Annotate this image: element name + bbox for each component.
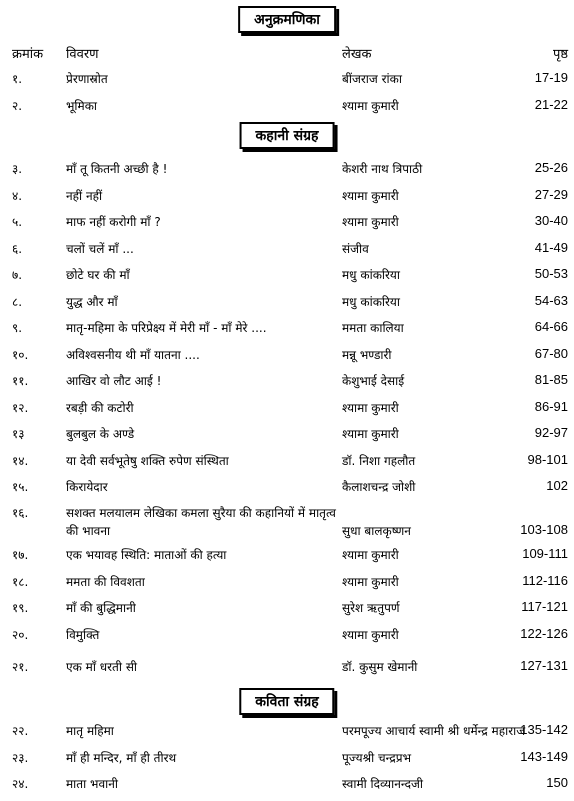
- item-author: परमपूज्य आचार्य स्वामी श्री धर्मेन्द्र महाराज: [342, 724, 526, 738]
- item-page: 143-149: [520, 748, 568, 764]
- list-item: [0, 160, 574, 186]
- list-item: [0, 658, 574, 684]
- item-author: संजीव: [342, 241, 369, 256]
- item-author: श्यामा कुमारी: [342, 548, 399, 562]
- item-page: 103-108: [520, 522, 568, 537]
- item-page: 21-22: [534, 97, 568, 112]
- header-page: पृष्ठ: [552, 46, 568, 61]
- item-page: 135-142: [520, 722, 568, 737]
- list-item: [0, 478, 574, 504]
- list-item: [0, 319, 574, 345]
- item-title: युद्ध और माँ: [66, 294, 118, 309]
- item-num: ५.: [12, 215, 23, 229]
- item-author: केशुभाई देसाई: [342, 374, 405, 388]
- list-item: [0, 187, 574, 213]
- item-num: २०.: [12, 627, 29, 642]
- item-title: माता भवानी: [66, 777, 119, 791]
- item-page: 17-19: [534, 70, 568, 85]
- item-author: मधु कांकरिया: [342, 268, 400, 282]
- item-title: आखिर वो लौट आई !: [66, 374, 162, 388]
- item-author: ममता कालिया: [342, 321, 404, 335]
- item-title: रबड़ी की कटोरी: [66, 400, 134, 415]
- list-item: [0, 70, 574, 96]
- list-item: [0, 546, 574, 572]
- section-title-poems: कविता संग्रह: [239, 688, 334, 715]
- item-num: १५.: [12, 480, 29, 494]
- item-num: ३.: [12, 162, 23, 176]
- item-author: पूज्यश्री चन्द्रप्रभ: [342, 750, 412, 765]
- item-num: १४.: [12, 453, 29, 468]
- item-author: डॉ. कुसुम खेमानी: [342, 660, 418, 674]
- item-title: किरायेदार: [66, 480, 108, 494]
- item-author: श्यामा कुमारी: [342, 574, 399, 589]
- item-num: ४.: [12, 188, 23, 203]
- item-author: डॉ. निशा गहलौत: [342, 453, 416, 468]
- item-author: सुरेश ऋतुपर्ण: [342, 601, 400, 615]
- item-author: मधु कांकरिया: [342, 294, 400, 309]
- item-page: 86-91: [534, 398, 568, 414]
- item-num: ११.: [12, 374, 29, 388]
- item-num: ७.: [12, 268, 23, 282]
- item-page: 30-40: [534, 213, 568, 228]
- item-num: १३: [12, 427, 25, 441]
- item-author: श्यामा कुमारी: [342, 427, 399, 441]
- list-item: [0, 266, 574, 292]
- header-num: क्रमांक: [12, 47, 44, 62]
- item-num: २.: [12, 99, 23, 113]
- item-title: मातृ-महिमा के परिप्रेक्ष्य में मेरी माँ - माँ मेरे ....: [66, 321, 267, 335]
- item-author: श्यामा कुमारी: [342, 188, 399, 203]
- item-page: 102: [546, 478, 568, 493]
- list-item: [0, 749, 574, 775]
- item-author: श्यामा कुमारी: [342, 215, 399, 229]
- item-num: १२.: [12, 400, 29, 415]
- section-title-stories: कहानी संग्रह: [240, 122, 335, 149]
- item-title: विमुक्ति: [66, 627, 100, 642]
- list-item: [0, 599, 574, 625]
- item-title: अविश्वसनीय थी माँ यातना ....: [66, 347, 200, 362]
- item-page: 112-116: [522, 572, 568, 588]
- item-title: एक माँ धरती सी: [66, 660, 138, 674]
- list-item: [0, 504, 574, 544]
- item-num: ९.: [12, 321, 23, 335]
- item-page: 127-131: [520, 658, 568, 673]
- list-item: [0, 399, 574, 425]
- item-page: 41-49: [534, 239, 568, 255]
- item-num: १६.: [12, 506, 29, 520]
- header-author: लेखक: [342, 47, 372, 62]
- table-header: [0, 44, 574, 70]
- item-page: 67-80: [534, 345, 568, 361]
- item-page: 50-53: [534, 266, 568, 281]
- item-title: छोटे घर की माँ: [66, 268, 130, 282]
- item-title: बुलबुल के अण्डे: [66, 427, 135, 441]
- item-title: माँ की बुद्धिमानी: [66, 601, 136, 615]
- item-page: 27-29: [534, 186, 568, 202]
- item-title: मातृ महिमा: [66, 724, 114, 738]
- item-page: 92-97: [534, 425, 568, 440]
- item-page: 98-101: [527, 451, 568, 467]
- item-page: 64-66: [534, 319, 568, 334]
- item-title: एक भयावह स्थिति: माताओं की हत्या: [66, 548, 227, 562]
- list-item: [0, 293, 574, 319]
- item-title: माँ तू कितनी अच्छी है !: [66, 162, 168, 176]
- item-author: स्वामी दिव्यानन्दजी: [342, 777, 423, 791]
- item-title: माँ ही मन्दिर, माँ ही तीरथ: [66, 750, 177, 765]
- item-author: बींजराज रांका: [342, 72, 402, 86]
- item-author: कैलाशचन्द्र जोशी: [342, 480, 416, 494]
- item-num: १०.: [12, 347, 29, 362]
- item-page: 25-26: [534, 160, 568, 175]
- item-num: ८.: [12, 294, 23, 309]
- list-item: [0, 722, 574, 748]
- item-author: श्यामा कुमारी: [342, 627, 399, 642]
- item-title: या देवी सर्वभूतेषु शक्ति रुपेण संस्थिता: [66, 453, 229, 468]
- item-author: केशरी नाथ त्रिपाठी: [342, 162, 423, 176]
- item-author: सुधा बालकृष्णन: [342, 524, 411, 538]
- list-item: [0, 372, 574, 398]
- item-page: 109-111: [522, 546, 568, 561]
- item-author: मन्नू भण्डारी: [342, 347, 392, 362]
- item-num: ६.: [12, 241, 23, 256]
- item-title: चलों चलें माँ ...: [66, 241, 134, 256]
- item-author: श्यामा कुमारी: [342, 99, 399, 113]
- list-item: [0, 626, 574, 652]
- header-title: विवरण: [66, 47, 99, 62]
- item-title: ममता की विवशता: [66, 574, 145, 589]
- item-num: १.: [12, 72, 23, 86]
- item-num: १९.: [12, 601, 29, 615]
- list-item: [0, 425, 574, 451]
- item-num: २२.: [12, 724, 29, 738]
- item-title: भूमिका: [66, 99, 98, 113]
- item-page: 54-63: [534, 292, 568, 308]
- item-num: १७.: [12, 548, 29, 562]
- item-author: श्यामा कुमारी: [342, 400, 399, 415]
- list-item: [0, 346, 574, 372]
- item-title: नहीं नहीं: [66, 188, 103, 203]
- list-item: [0, 213, 574, 239]
- item-page: 122-126: [520, 625, 568, 641]
- list-item: [0, 240, 574, 266]
- item-num: २१.: [12, 660, 29, 674]
- item-title: प्रेरणास्रोत: [66, 72, 108, 86]
- item-title: सशक्त मलयालम लेखिका कमला सुरैया की कहानियों में मातृत्व की भावना: [66, 506, 336, 538]
- list-item: [0, 97, 574, 123]
- list-item: [0, 775, 574, 801]
- item-title: माफ नहीं करोगी माँ ?: [66, 215, 161, 229]
- list-item: [0, 573, 574, 599]
- item-num: १८.: [12, 574, 29, 589]
- item-num: २३.: [12, 750, 29, 765]
- item-page: 117-121: [521, 599, 568, 614]
- item-num: २४.: [12, 777, 29, 791]
- section-title-index: अनुक्रमणिका: [238, 6, 336, 33]
- item-page: 81-85: [534, 372, 568, 387]
- item-page: 150: [546, 775, 568, 790]
- list-item: [0, 452, 574, 478]
